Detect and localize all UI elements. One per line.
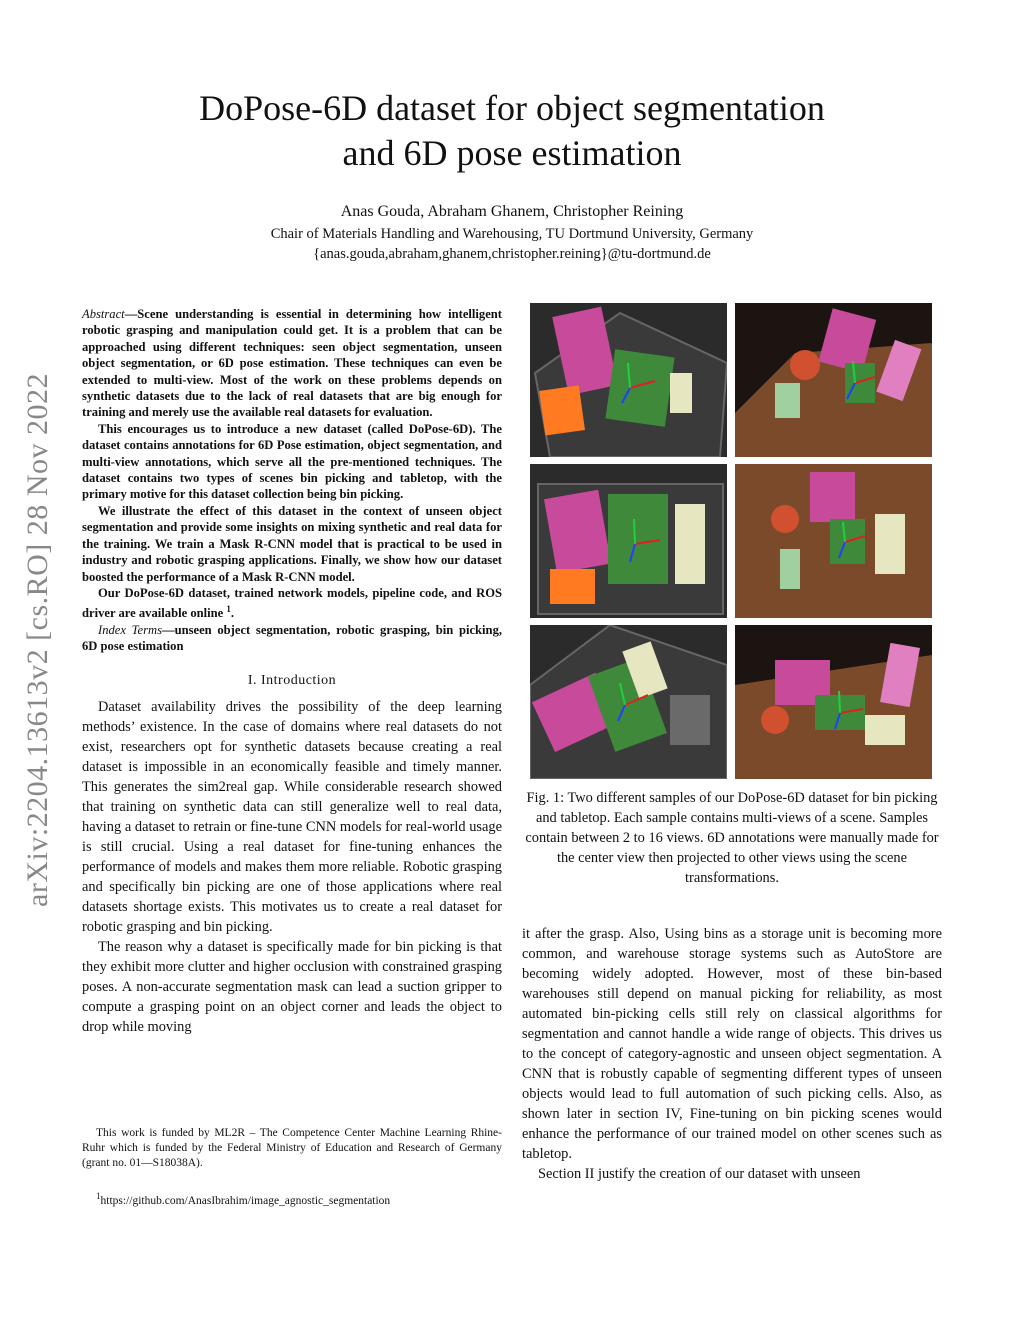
footnote-1 (82, 1189, 502, 1209)
figure-table-view-3 (735, 625, 932, 779)
author-emails: {anas.gouda,abraham,ghanem,christopher.reining}@tu-dortmund.de (313, 246, 711, 262)
figure-1-caption: Fig. 1: Two different samples of our DoPose-6D dataset for bin picking and tabletop. Each sample contains multi-views of a scene. Samples contain between 2 to 16 views. 6D annotations were manually made for the center view then projected to other views using the scene transformations. (525, 790, 939, 886)
figure-bin-view-1 (530, 303, 727, 457)
intro-p2: The reason why a dataset is specifically made for bin picking is that they exhibit more clutter and higher occlusion with constrained grasping poses. A non-accurate segmentation mask can lead a suction gripper to compute a grasping point on an object corner and leads the object to drop while moving (82, 938, 502, 1035)
abstract-p4 (82, 585, 502, 622)
abstract-p1-text: —Scene understanding is essential in determining how intelligent robotic grasping and manipulation could get. It is a problem that can be approached using different techniques: seen object segmentation, unseen object segmentation, or 6D pose estimation. These techniques can even be extended to multi-view. Most of the work on these problems depends on synthetic datasets due to the lack of real datasets that are big enough for training and merely use the available real datasets for evaluation. (82, 307, 502, 420)
left-column (82, 306, 502, 1037)
footnote-1-mark: 1 (96, 1191, 101, 1201)
right-column (522, 924, 942, 1184)
right-p2: Section II justify the creation of our dataset with unseen (538, 1166, 861, 1182)
title-line-1: DoPose-6D dataset for object segmentation (199, 88, 825, 128)
abstract-p1 (82, 306, 502, 421)
figure-1 (530, 303, 934, 779)
right-column-body (522, 924, 942, 1184)
index-terms (82, 622, 502, 655)
section-heading-introduction: I. Introduction (247, 672, 337, 688)
footnote-ref-1[interactable]: 1 (226, 604, 231, 615)
funding-note: This work is funded by ML2R – The Competence Center Machine Learning Rhine-Ruhr which is funded by the Federal Ministry of Education and Research of Germany (grant no. 01—S18038A). (82, 1127, 502, 1169)
figure-bin-view-3 (530, 625, 727, 779)
title-line-2: and 6D pose estimation (342, 133, 682, 173)
right-p1: it after the grasp. Also, Using bins as a storage unit is becoming more common, and warehouse storage systems such as AutoStore are becoming widely adopted. However, most of these bin-based warehouses still depend on manual picking for reliability, as most automated bin-picking cells still rely on classical algorithms for segmentation and cannot handle a wide range of objects. This drives us to the concept of category-agnostic and unseen object segmentation. A CNN that is robustly capable of segmenting different types of unseen objects would lead to full automation of such picking cells. Also, as shown later in section IV, Fine-tuning on bin picking scenes would enhance the performance of our trained model on other scenes such as tabletop. (522, 926, 942, 1162)
authors: Anas Gouda, Abraham Ghanem, Christopher Reining (340, 203, 684, 220)
index-terms-label: Index Terms (98, 622, 162, 637)
index-terms-text: —unseen object segmentation, robotic grasping, bin picking, 6D pose estimation (82, 622, 503, 654)
figure-table-view-2 (735, 464, 932, 618)
abstract-p4-end: . (230, 606, 235, 621)
abstract (82, 306, 502, 655)
abstract-p2: This encourages us to introduce a new dataset (called DoPose-6D). The dataset contains annotations for 6D Pose estimation, object segmentation, and multi-view annotations, which serve all the pre-mentioned techniques. The dataset contains two types of scenes bin picking and tabletop, with the primary motive for this dataset collection being bin picking. (82, 421, 502, 502)
paper-title (100, 86, 924, 176)
intro-p1: Dataset availability drives the possibility of the deep learning methods’ existence. In the case of domains where real datasets do not exist, researchers opt for synthetic datasets because creating a real dataset is impossible in an economically feasible and timely manner. This generates the sim2real gap. While considerable research showed that training on synthetic data can still generalize well to real data, having a dataset to retrain or fine-tune CNN models for real-world usage is still crucial. Using a real dataset for fine-tuning enhances the performance of models and makes them more reliable. Robotic grasping and specifically bin picking are one of those applications where real datasets shortage exists. This motivates us to create a real dataset for robotic grasping and bin picking. (82, 698, 502, 935)
abstract-p3: We illustrate the effect of this dataset in the context of unseen object segmentation and provide some insights on mixing synthetic and real data for the training. We train a Mask R-CNN model that is practical to be used in industry and robotic grasping applications. Finally, we show how our dataset boosted the performance of a Mask R-CNN model. (82, 503, 502, 584)
figure-bin-view-2 (530, 464, 727, 618)
abstract-p4-text: Our DoPose-6D dataset, trained network models, pipeline code, and ROS driver are available online (82, 585, 502, 621)
abstract-label: Abstract (82, 307, 125, 321)
footnotes (82, 1126, 502, 1209)
introduction-body (82, 697, 502, 1037)
footnote-1-url[interactable]: https://github.com/AnasIbrahim/image_agnostic_segmentation (100, 1194, 391, 1207)
arxiv-identifier: arXiv:2204.13613v2 [cs.RO] 28 Nov 2022 (21, 373, 54, 907)
affiliation: Chair of Materials Handling and Warehousing, TU Dortmund University, Germany (270, 226, 754, 242)
figure-table-view-1 (735, 303, 932, 457)
